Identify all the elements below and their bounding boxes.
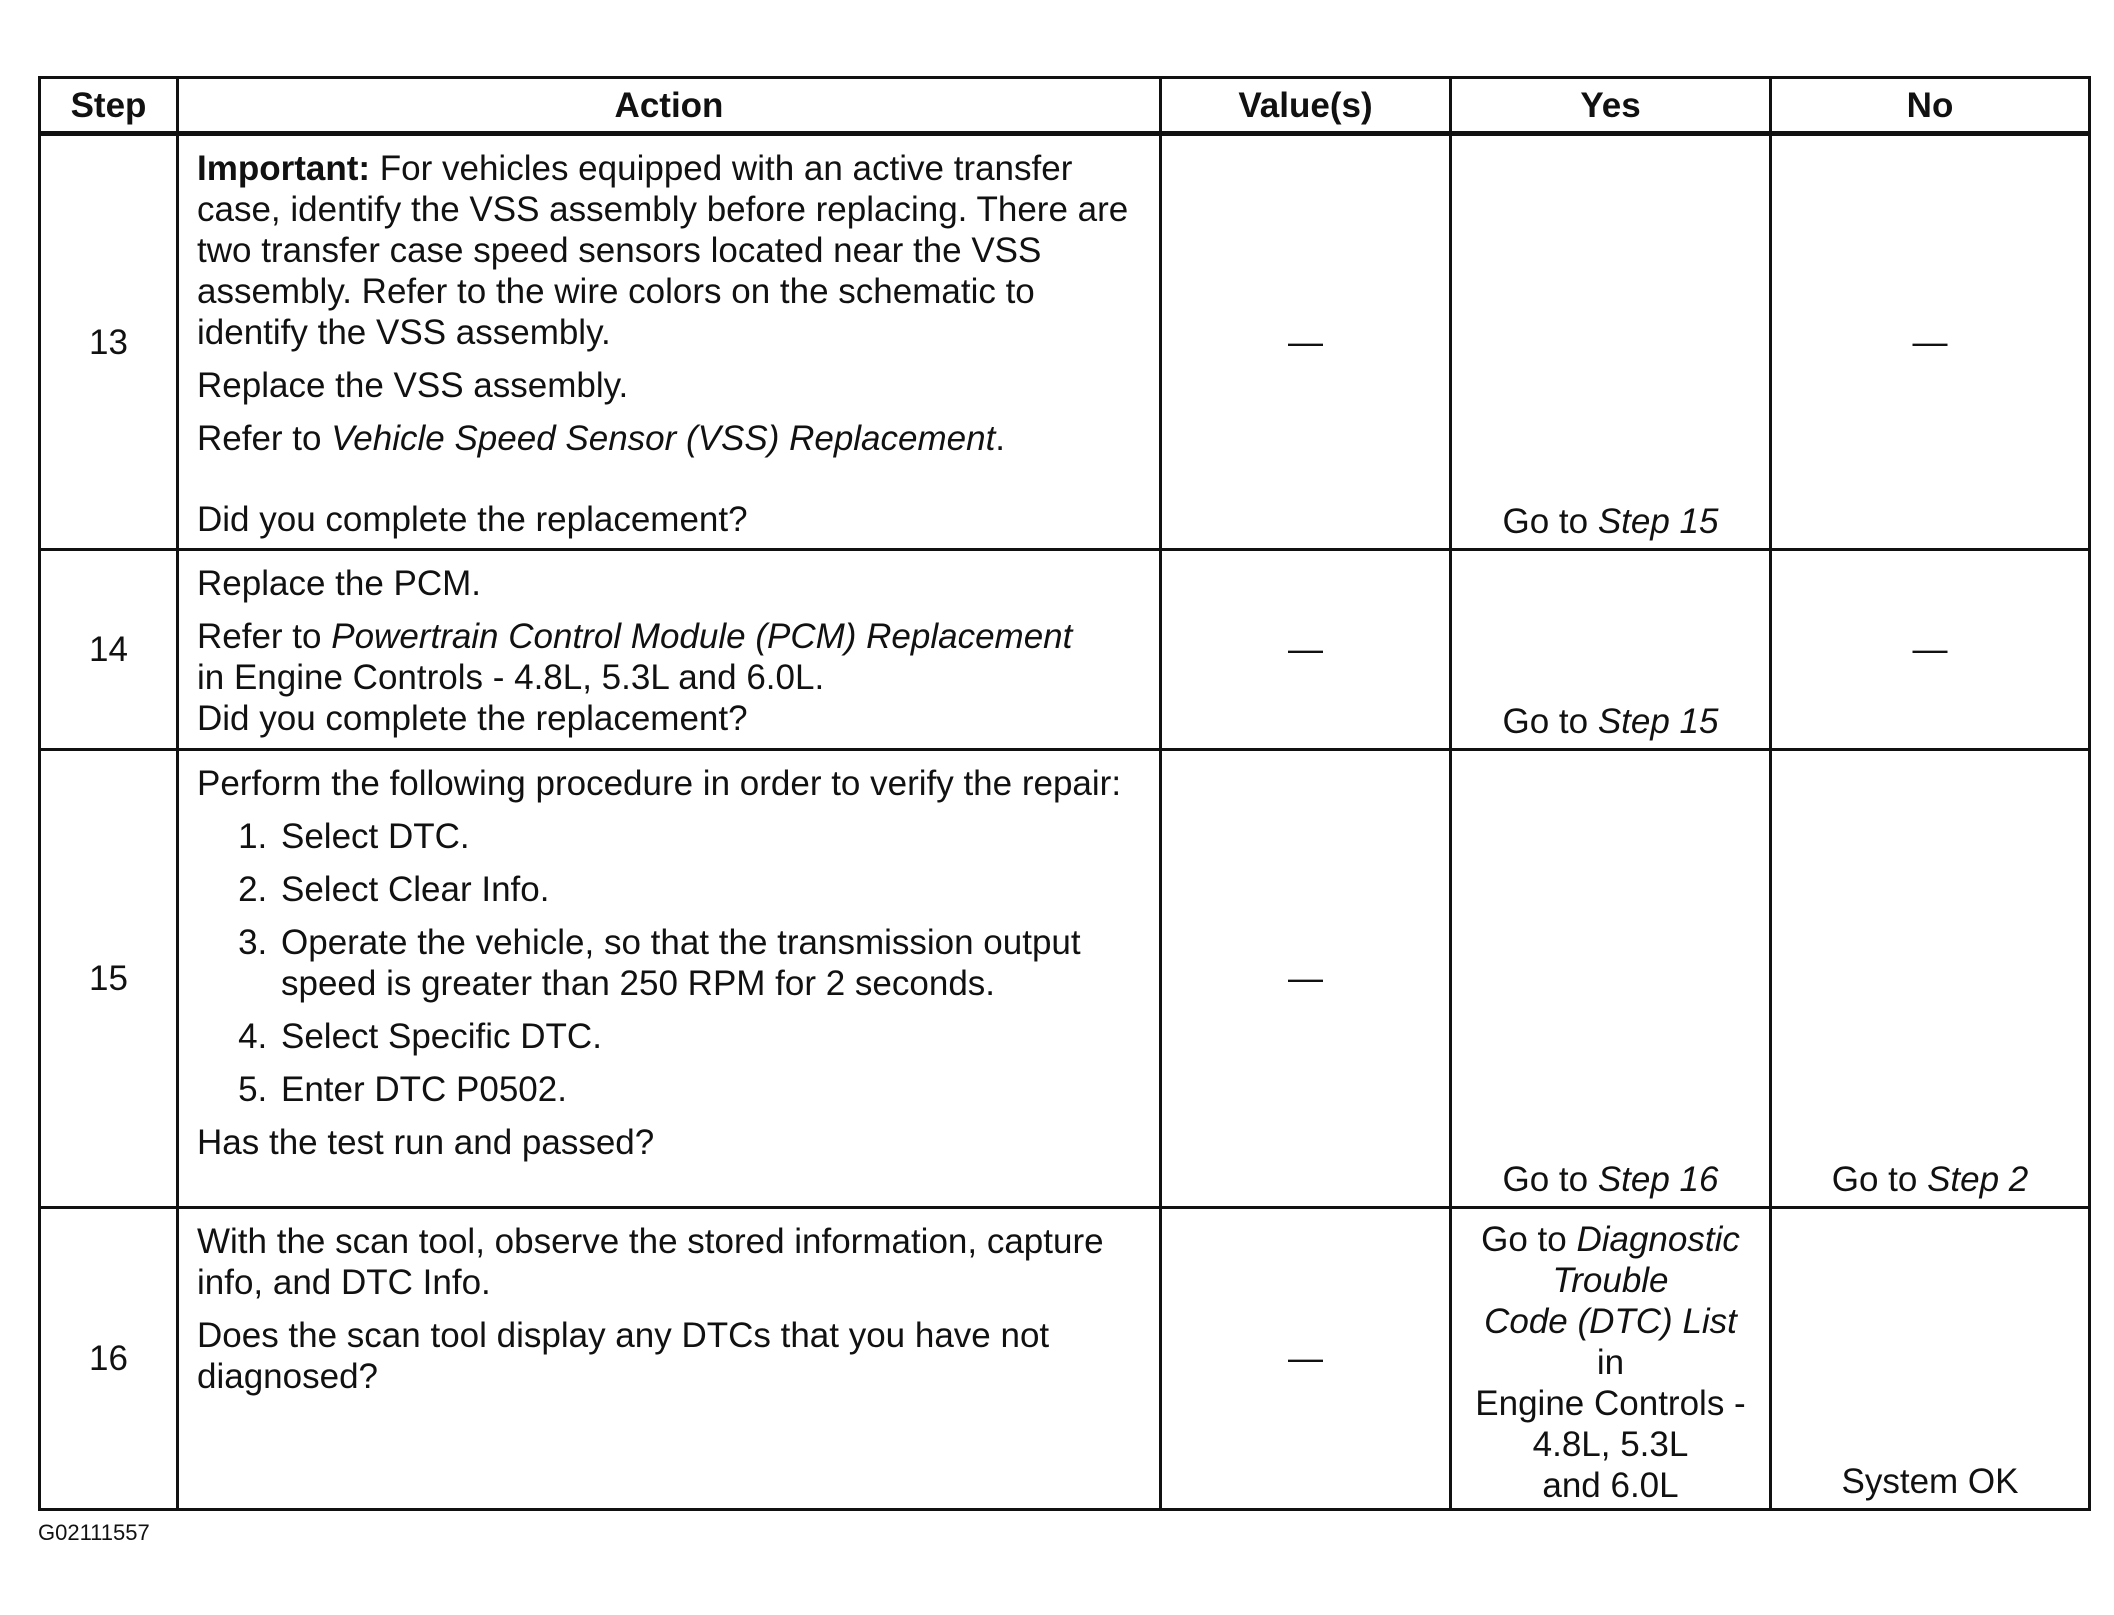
yes-step-link[interactable]: Step 15 (1597, 502, 1719, 541)
table-row-step-15 (40, 750, 2090, 1208)
important-text: For vehicles equipped with an active transfer case, identify the VSS assembly before replacing. There are two transfer case speed sensors located near the VSS assembly. Refer to the wire colors on the schematic to identify the VSS assembly. (197, 149, 1129, 352)
yes-line-7: and 6.0L (1542, 1466, 1679, 1505)
action-question: Has the test run and passed? (197, 1123, 655, 1162)
list-item: 3. Operate the vehicle, so that the transmission output speed is greater than 250 RPM for 2 seconds. (277, 922, 1141, 1004)
action-question: Does the scan tool display any DTCs that you have not diagnosed? (197, 1316, 1050, 1396)
important-label: Important: (197, 149, 371, 188)
list-item: 2. Select Clear Info. (277, 869, 1141, 910)
no-cell (1771, 750, 2090, 1208)
action-cell (178, 750, 1161, 1208)
yes-cell (1451, 134, 1771, 550)
yes-dtc-link-3[interactable]: Code (DTC) List (1484, 1302, 1737, 1341)
list-item: 4. Select Specific DTC. (277, 1016, 1141, 1057)
action-instruction: Replace the VSS assembly. (197, 366, 629, 405)
list-item: 1. Select DTC. (277, 816, 1141, 857)
diagnostic-table (38, 76, 2091, 1511)
refer-prefix: Refer to (197, 419, 332, 458)
action-reference (197, 418, 1141, 459)
list-item: 5. Enter DTC P0502. (277, 1069, 1141, 1110)
table-row-step-13 (40, 134, 2090, 550)
yes-prefix: Go to (1502, 1160, 1598, 1199)
value-cell: — (1161, 550, 1451, 750)
header-no: No (1771, 78, 2090, 134)
action-cell (178, 1208, 1161, 1510)
step-number: 14 (40, 550, 178, 750)
yes-step-link[interactable]: Step 15 (1597, 702, 1719, 741)
no-prefix: Go to (1831, 1160, 1928, 1199)
yes-prefix: Go to (1481, 1220, 1577, 1259)
yes-line-1 (1452, 1219, 1769, 1260)
action-question: Did you complete the replacement? (197, 500, 748, 539)
step-number: 16 (40, 1208, 178, 1510)
procedure-list (197, 816, 1141, 1110)
yes-cell (1451, 550, 1771, 750)
header-yes: Yes (1451, 78, 1771, 134)
header-action: Action (178, 78, 1161, 134)
step-number: 13 (40, 134, 178, 550)
yes-line-5: Engine Controls - (1475, 1384, 1746, 1423)
action-question: Did you complete the replacement? (197, 699, 748, 738)
figure-id: G02111557 (38, 1520, 150, 1545)
table-row-step-14 (40, 550, 2090, 750)
procedure-intro: Perform the following procedure in order to verify the repair: (197, 764, 1122, 803)
yes-step-link[interactable]: Step 16 (1597, 1160, 1719, 1199)
yes-prefix: Go to (1502, 702, 1598, 741)
important-note (197, 148, 1141, 353)
no-cell: — (1771, 550, 2090, 750)
refer-suffix: . (995, 419, 1006, 458)
header-step: Step (40, 78, 178, 134)
action-cell (178, 134, 1161, 550)
yes-cell (1451, 750, 1771, 1208)
value-cell: — (1161, 750, 1451, 1208)
no-cell: — (1771, 134, 2090, 550)
value-cell: — (1161, 1208, 1451, 1510)
refer-prefix: Refer to (197, 617, 332, 656)
step-number: 15 (40, 750, 178, 1208)
yes-cell (1451, 1208, 1771, 1510)
header-values: Value(s) (1161, 78, 1451, 134)
no-cell: System OK (1771, 1208, 2090, 1510)
yes-prefix: Go to (1502, 502, 1598, 541)
action-reference (197, 616, 1141, 657)
table-row-step-16 (40, 1208, 2090, 1510)
value-cell: — (1161, 134, 1451, 550)
action-instruction: Replace the PCM. (197, 564, 482, 603)
reference-link[interactable]: Powertrain Control Module (PCM) Replacement (331, 617, 1073, 656)
yes-dtc-link-2[interactable]: Trouble (1552, 1261, 1669, 1300)
refer-suffix: in Engine Controls - 4.8L, 5.3L and 6.0L. (197, 658, 825, 697)
header-row (40, 78, 2090, 134)
yes-line-4: in (1596, 1343, 1625, 1382)
action-cell (178, 550, 1161, 750)
action-instruction: With the scan tool, observe the stored information, capture info, and DTC Info. (197, 1222, 1104, 1302)
no-step-link[interactable]: Step 2 (1927, 1160, 2029, 1199)
yes-dtc-link[interactable]: Diagnostic (1576, 1220, 1740, 1259)
yes-line-6: 4.8L, 5.3L (1532, 1425, 1689, 1464)
reference-link[interactable]: Vehicle Speed Sensor (VSS) Replacement (331, 419, 996, 458)
